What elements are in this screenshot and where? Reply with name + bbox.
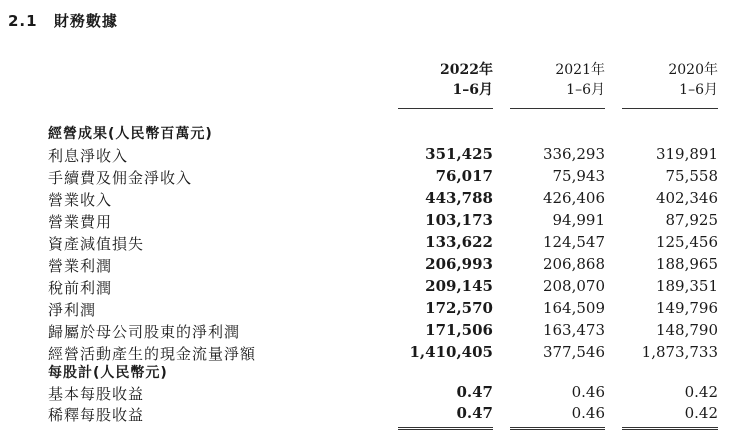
section-heading bbox=[8, 10, 118, 31]
value-2020: 319,891 bbox=[655, 145, 718, 163]
value-2020: 0.42 bbox=[684, 404, 718, 422]
value-2022: 206,993 bbox=[425, 255, 493, 273]
value-2021: 0.46 bbox=[571, 404, 605, 422]
section-title: 財務數據 bbox=[53, 12, 118, 30]
table-row bbox=[0, 298, 749, 320]
column-header-2020 bbox=[668, 60, 718, 100]
section-number: 2.1 bbox=[8, 12, 38, 30]
header-rule-2021 bbox=[510, 108, 605, 109]
value-2022: 103,173 bbox=[425, 211, 493, 229]
table-row bbox=[0, 320, 749, 342]
table-row bbox=[0, 403, 749, 425]
group-heading-per-share: 每股計(人民幣元) bbox=[48, 365, 168, 381]
header-rule-2022 bbox=[398, 108, 493, 109]
value-2022: 171,506 bbox=[425, 321, 493, 339]
value-2022: 76,017 bbox=[435, 167, 493, 185]
table-row bbox=[0, 144, 749, 166]
row-label: 資產減值損失 bbox=[48, 235, 145, 253]
table-row bbox=[0, 166, 749, 188]
table-row bbox=[0, 382, 749, 404]
table-row bbox=[0, 232, 749, 254]
value-2021: 0.46 bbox=[571, 383, 605, 401]
column-period: 1–6月 bbox=[452, 82, 493, 98]
column-period: 1–6月 bbox=[566, 82, 605, 98]
value-2020: 125,456 bbox=[655, 233, 718, 251]
column-header-2021 bbox=[555, 60, 605, 100]
value-2021: 206,868 bbox=[542, 255, 605, 273]
value-2020: 87,925 bbox=[665, 211, 718, 229]
column-year: 2022年 bbox=[440, 62, 493, 78]
value-2020: 75,558 bbox=[665, 167, 718, 185]
row-label: 利息淨收入 bbox=[48, 147, 129, 165]
row-label: 基本每股收益 bbox=[48, 385, 145, 403]
column-year: 2020年 bbox=[668, 62, 718, 78]
row-label: 淨利潤 bbox=[48, 301, 97, 319]
value-2020: 0.42 bbox=[684, 383, 718, 401]
value-2022: 209,145 bbox=[425, 277, 493, 295]
value-2022: 172,570 bbox=[425, 299, 493, 317]
table-row bbox=[0, 188, 749, 210]
value-2021: 426,406 bbox=[542, 189, 605, 207]
table-row bbox=[0, 276, 749, 298]
value-2021: 163,473 bbox=[542, 321, 605, 339]
value-2022: 443,788 bbox=[425, 189, 493, 207]
value-2021: 75,943 bbox=[552, 167, 605, 185]
value-2022: 133,622 bbox=[425, 233, 493, 251]
value-2020: 148,790 bbox=[655, 321, 718, 339]
value-2020: 189,351 bbox=[655, 277, 718, 295]
value-2021: 377,546 bbox=[542, 343, 605, 361]
table-row bbox=[0, 342, 749, 364]
row-label: 營業費用 bbox=[48, 213, 113, 231]
row-label: 營業利潤 bbox=[48, 257, 113, 275]
row-label: 營業收入 bbox=[48, 191, 113, 209]
value-2022: 0.47 bbox=[456, 383, 493, 401]
table-row bbox=[0, 254, 749, 276]
total-rule-2020 bbox=[622, 427, 718, 430]
header-rule-2020 bbox=[622, 108, 718, 109]
column-header-2022 bbox=[440, 60, 493, 100]
row-label: 手續費及佣金淨收入 bbox=[48, 169, 193, 187]
value-2022: 1,410,405 bbox=[409, 343, 493, 361]
total-rule-2022 bbox=[398, 427, 493, 430]
value-2020: 149,796 bbox=[655, 299, 718, 317]
value-2021: 164,509 bbox=[542, 299, 605, 317]
value-2022: 0.47 bbox=[456, 404, 493, 422]
total-rule-2021 bbox=[510, 427, 605, 430]
value-2021: 94,991 bbox=[552, 211, 605, 229]
value-2020: 402,346 bbox=[655, 189, 718, 207]
value-2020: 1,873,733 bbox=[641, 343, 718, 361]
row-label: 稅前利潤 bbox=[48, 279, 113, 297]
group-heading-operating: 經營成果(人民幣百萬元) bbox=[48, 126, 213, 142]
row-label: 稀釋每股收益 bbox=[48, 406, 145, 424]
value-2021: 336,293 bbox=[542, 145, 605, 163]
value-2021: 124,547 bbox=[542, 233, 605, 251]
row-label: 歸屬於母公司股東的淨利潤 bbox=[48, 323, 241, 341]
value-2022: 351,425 bbox=[425, 145, 493, 163]
table-row bbox=[0, 210, 749, 232]
column-year: 2021年 bbox=[555, 62, 605, 78]
column-period: 1–6月 bbox=[679, 82, 718, 98]
value-2020: 188,965 bbox=[655, 255, 718, 273]
value-2021: 208,070 bbox=[542, 277, 605, 295]
row-label: 經營活動產生的現金流量淨額 bbox=[48, 345, 257, 363]
